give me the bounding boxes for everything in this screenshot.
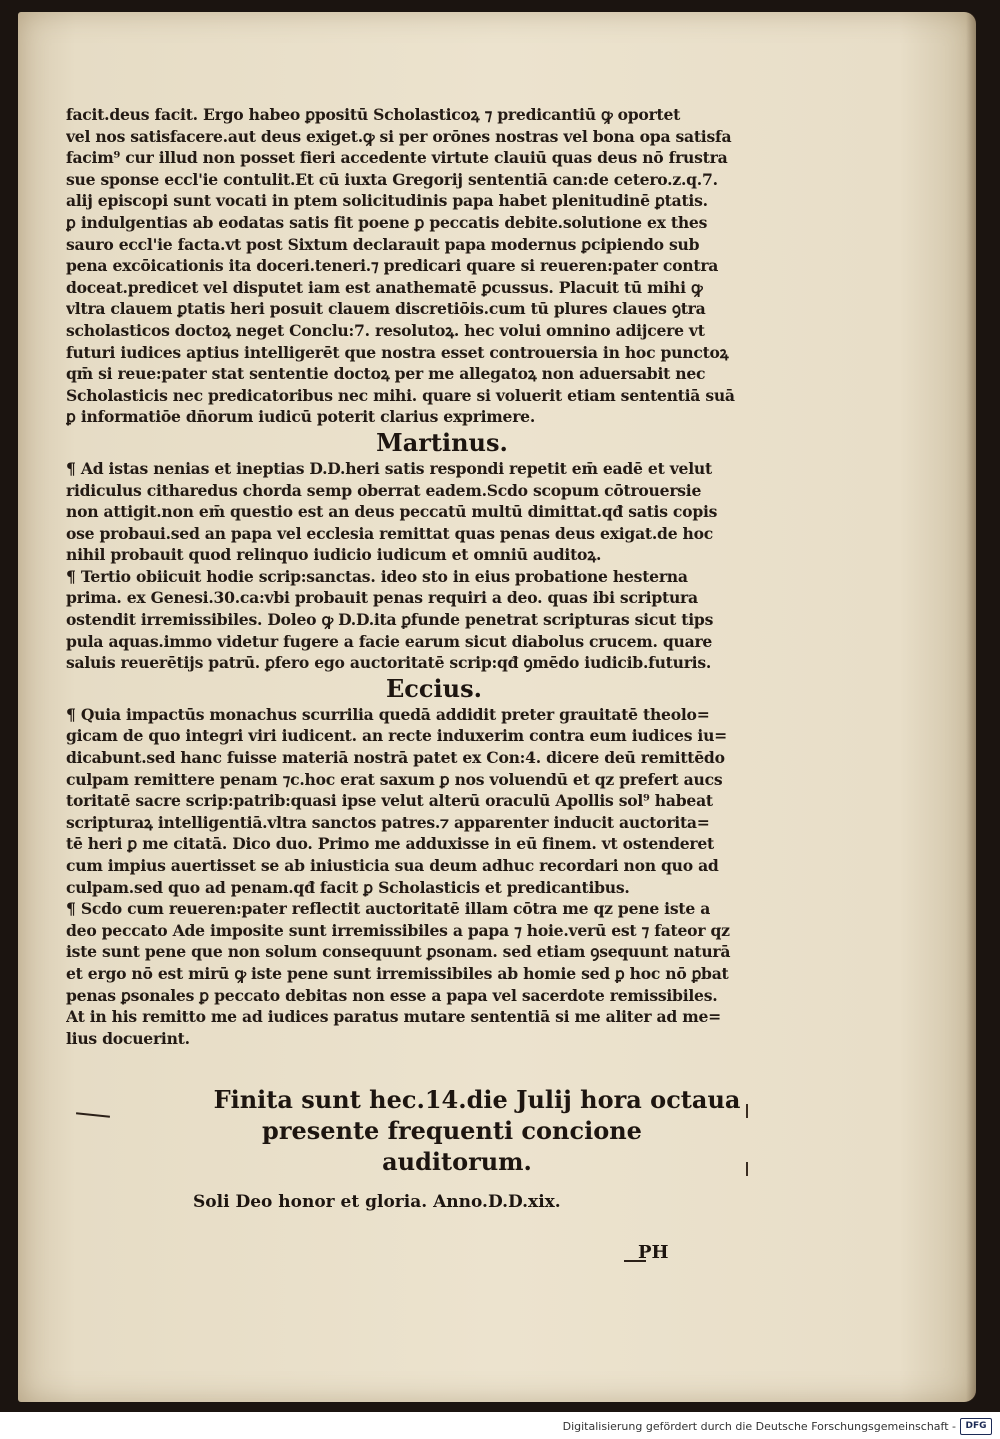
text-line: scholasticos doctoꝝ neget Conclu:7. resolutoꝝ. hec volui omnino adijcere vt [66,320,705,340]
speaker-heading-martinus: Martinus. [376,427,508,457]
text-line: saluis reuerētijs patrū. ꝑfero ego auctoritatē scrip:qđ ꝯmēdo iudicib.futuris. [66,653,712,673]
margin-mark [746,1104,748,1118]
text-line: iste sunt pene que non solum consequunt ꝑsonam. sed etiam ꝯsequunt naturā [66,942,731,962]
text-line: et ergo nō est mirū ꝙ iste pene sunt irremissibiles ab homie sed ꝑ hoc nō ꝑbat [66,963,729,983]
text-line: futuri iudices aptius intelligerēt que nostra esset controuersia in hoc punctoꝝ [66,342,729,362]
text-line: qm̄ si reue:pater stat sententie doctoꝝ per me allegatoꝝ non aduersabit nec [66,364,706,384]
text-line: ose probaui.sed an papa vel ecclesia remittat quas penas deus exigat.de hoc [66,523,714,543]
text-line: alij episcopi sunt vocati in ptem solicitudinis papa habet plenitudinē ꝑtatis. [66,191,708,211]
text-line: toritatē sacre scrip:patrib:quasi ipse velut alterū oraculū Apollis sol⁹ habeat [66,791,713,811]
text-line: gicam de quo integri viri iudicent. an recte induxerim contra eum iudices iu= [66,726,727,746]
text-line: vltra clauem ꝑtatis heri posuit clauem discretiōis.cum tū plures claues ꝯtra [66,299,706,319]
text-line: scripturaꝝ intelligentiā.vltra sanctos patres.⁊ apparenter inducit auctorita= [66,812,710,832]
colophon [18,1084,976,1177]
text-line: dicabunt.sed hanc fuisse materiā nostrā patet ex Con:4. dicere deū remittēdo [66,748,725,768]
colophon-line: presente frequenti concione [262,1116,642,1145]
text-line: lius docuerint. [66,1028,190,1048]
text-line: ridiculus citharedus chorda semp oberrat eadem.Scdo scopum cōtrouersie [66,480,702,500]
text-line: nihil probauit quod relinquo iudicio iudicum et omniū auditoꝝ. [66,545,602,565]
text-line: vel nos satisfacere.aut deus exiget.ꝙ si per orōnes nostras vel bona opa satisfa [66,126,732,146]
margin-mark [746,1162,748,1176]
text-line: ꝑ indulgentias ab eodatas satis fit poene ꝑ peccatis debite.solutione ex thes [66,212,708,232]
colophon-line: Finita sunt hec.14.die Julij hora octaua [213,1085,741,1114]
signature-mark: PH [638,1242,669,1263]
text-line: culpam.sed quo ad penam.qđ facit ꝑ Scholasticis et predicantibus. [66,877,630,897]
text-line: pula aquas.immo videtur fugere a facie earum sicut diabolus crucem. quare [66,631,713,651]
dfg-logo-icon: DFG [960,1418,992,1435]
text-line: Scholasticis nec predicatoribus nec mihi. quare si voluerit etiam sententiā suā [66,385,735,405]
footer-bar [0,1412,1000,1439]
text-line: cum impius auertisset se ab iniusticia sua deum adhuc recordari non quo ad [66,856,719,875]
colophon-line: auditorum. [382,1147,532,1176]
text-line: tē heri ꝑ me citatā. Dico duo. Primo me adduxisse in eū finem. vt ostenderet [66,834,714,854]
text-line: deo peccato Ade imposite sunt irremissibiles a papa ⁊ hoie.verū est ⁊ fateor qz [66,920,730,940]
paragraph-martinus [66,458,778,674]
funding-credit: Digitalisierung gefördert durch die Deutsche Forschungsgemeinschaft - [562,1420,956,1433]
text-line: ¶ Quia impactūs monachus scurrilia quedā addidit preter grauitatē theolo= [66,704,710,724]
text-line: ostendit irremissibiles. Doleo ꝙ D.D.ita ꝑfunde penetrat scripturas sicut tips [66,610,714,630]
text-line: sauro eccl'ie facta.vt post Sixtum declarauit papa modernus ꝑcipiendo sub [66,234,700,254]
text-line: facit.deus facit. Ergo habeo ꝑpositū Scholasticoꝝ ⁊ predicantiū ꝙ oportet [66,105,681,124]
speaker-heading-eccius: Eccius. [386,673,482,703]
text-line: ¶ Tertio obiicuit hodie scrip:sanctas. ideo sto in eius probatione hesterna [66,566,688,586]
text-line: sue sponse eccl'ie contulit.Et cū iuxta Gregorij sententiā can:de cetero.z.q.7. [66,169,718,189]
text-line: penas ꝑsonales ꝑ peccato debitas non esse a papa vel sacerdote remissibiles. [66,985,718,1005]
text-line: At in his remitto me ad iudices paratus mutare sententiā si me aliter ad me= [66,1007,721,1027]
subscription-line: Soli Deo honor et gloria. Anno.D.D.xix. [193,1192,561,1212]
text-line: doceat.predicet vel disputet iam est anathematē ꝑcussus. Placuit tū mihi ꝙ [66,277,703,297]
text-line: culpam remittere penam ⁊c.hoc erat saxum ꝑ nos voluendū et qz prefert aucs [66,769,723,789]
text-line: facim⁹ cur illud non posset fieri accedente virtute clauiū quas deus nō frustra [66,148,728,168]
text-line: ꝑ informatiōe dn̄orum iudicū poterit clarius exprimere. [66,407,536,427]
book-page [18,12,976,1402]
text-line: pena excōicationis ita doceri.teneri.⁊ predicari quare si reueren:pater contra [66,256,719,276]
text-line: ¶ Scdo cum reueren:pater reflectit auctoritatē illam cōtra me qz pene iste a [66,899,711,919]
paragraph-eccius [66,704,778,1050]
page-edge-shadow [966,12,976,1402]
text-line: ¶ Ad istas nenias et ineptias D.D.heri satis respondi repetit em̄ eadē et velut [66,458,712,478]
body-text [66,104,778,1049]
text-line: prima. ex Genesi.30.ca:vbi probauit penas requiri a deo. quas ibi scriptura [66,588,698,608]
text-line: non attigit.non em̄ questio est an deus peccatū multū dimittat.qđ satis copis [66,502,718,522]
paragraph-eccius-reply [66,104,778,428]
